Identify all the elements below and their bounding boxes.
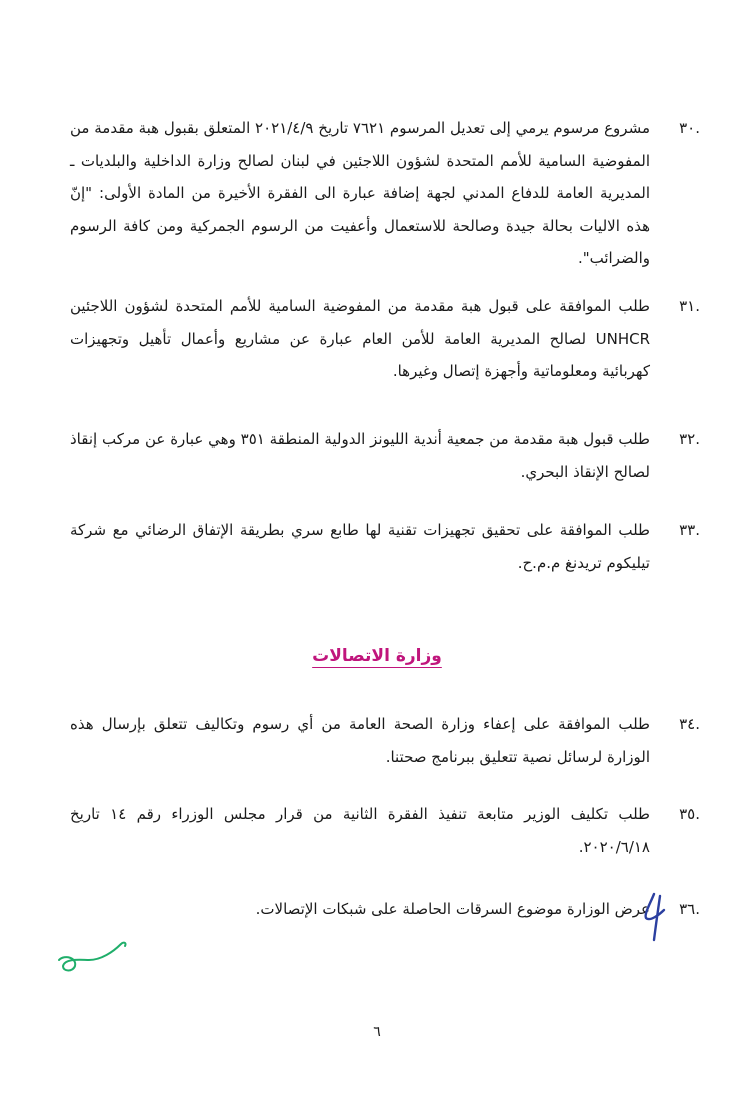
item-text: مشروع مرسوم يرمي إلى تعديل المرسوم ٧٦٢١ تاريخ ٢٠٢١/٤/٩ المتعلق بقبول هبة مقدمة من المفوضية السامية للأمم المتحدة لشؤون اللاجئين في لبنان لصالح وزارة الداخلية والبلديات ـ المديرية العامة للدفاع المدني لجهة إضافة عبارة الى الفقرة الأخيرة من المادة الأولى: "إنّ هذه الاليات بحالة جيدة وصالحة للاستعمال وأعفيت من الرسوم الجمركية ومن كافة الرسوم والضرائب". (70, 119, 650, 267)
item-number: .٣٢ (679, 430, 700, 448)
agenda-item-30 (70, 112, 700, 275)
item-text: طلب تكليف الوزير متابعة تنفيذ الفقرة الثانية من قرار مجلس الوزراء رقم ١٤ تاريخ ٢٠٢٠/٦/١٨. (70, 805, 650, 856)
section-heading: وزارة الاتصالات (312, 646, 442, 666)
item-number: .٣٣ (679, 521, 700, 539)
item-number: .٣١ (679, 297, 700, 315)
agenda-item-36 (70, 893, 700, 926)
agenda-item-34 (70, 708, 700, 773)
agenda-item-35 (70, 798, 700, 863)
item-number: .٣٦ (679, 900, 700, 918)
agenda-item-31 (70, 290, 700, 388)
signature-mark (55, 938, 135, 980)
item-number: .٣٠ (679, 119, 700, 137)
item-number: .٣٤ (679, 715, 700, 733)
handwritten-annotation-mark (640, 892, 670, 944)
item-text: طلب قبول هبة مقدمة من جمعية أندية الليونز الدولية المنطقة ٣٥١ وهي عبارة عن مركب إنقاذ لصالح الإنقاذ البحري. (70, 430, 650, 481)
item-number: .٣٥ (679, 805, 700, 823)
item-text: طلب الموافقة على تحقيق تجهيزات تقنية لها طابع سري بطريقة الإتفاق الرضائي مع شركة تيليكوم تريدنغ م.م.ح. (70, 521, 650, 572)
item-text: طلب الموافقة على إعفاء وزارة الصحة العامة من أي رسوم وتكاليف تتعلق بإرسال هذه الوزارة لرسائل نصية تتعليق ببرنامج صحتنا. (70, 715, 650, 766)
agenda-item-32 (70, 423, 700, 488)
item-text: عرض الوزارة موضوع السرقات الحاصلة على شبكات الإتصالات. (255, 900, 650, 918)
page-number: ٦ (373, 1024, 381, 1040)
agenda-item-33 (70, 514, 700, 579)
item-text: طلب الموافقة على قبول هبة مقدمة من المفوضية السامية للأمم المتحدة لشؤون اللاجئين UNHCR لصالح المديرية العامة للأمن العام عبارة عن مشاريع وأعمال تأهيل وتجهيزات كهربائية ومعلوماتية وأجهزة إتصال وغيرها. (70, 297, 650, 380)
